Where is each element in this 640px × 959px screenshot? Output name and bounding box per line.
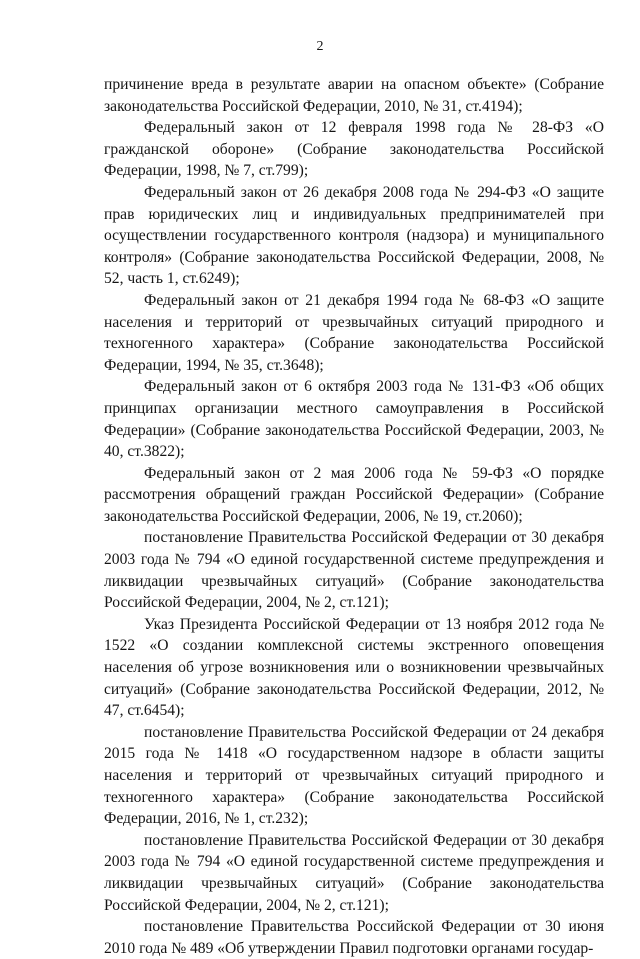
- page-number: 2: [316, 39, 324, 54]
- paragraph-8: Указ Президента Российской Федерации от 13 ноября 2012 года № 1522 «О создании комплексной системы экстренного оповещения населения об угрозе возникновения или о возникновении чрезвычайных ситуаций» (Собрание законодательства Российской Федерации, 2012, № 47, ст.6454);: [104, 615, 604, 720]
- paragraph-2: Федеральный закон от 12 февраля 1998 года № 28-ФЗ «О гражданской обороне» (Собрание законодательства Российской Федерации, 1998, № 7, ст.799);: [104, 119, 604, 180]
- paragraph-10: постановление Правительства Российской Федерации от 30 декабря 2003 года № 794 «О единой государственной системе предупреждения и ликвидации чрезвычайных ситуаций» (Собрание законодательства Российской Федерации, 2004, № 2, ст.121);: [104, 831, 604, 914]
- paragraph-5: Федеральный закон от 6 октября 2003 года № 131-ФЗ «Об общих принципах организации местного самоуправления в Российской Федерации» (Собрание законодательства Российской Федерации, 2003, № 40, ст.3822);: [104, 378, 604, 461]
- paragraph-11: постановление Правительства Российской Федерации от 30 июня 2010 года № 489 «Об утверждении Правил подготовки органами государ-: [104, 918, 604, 957]
- paragraph-3: Федеральный закон от 26 декабря 2008 года № 294-ФЗ «О защите прав юридических лиц и индивидуальных предпринимателей при осуществлении государственного контроля (надзора) и муниципального контроля» (Собрание законодательства Российской Федерации, 2008, № 52, часть 1, ст.6249);: [104, 183, 604, 288]
- paragraph-1: причинение вреда в результате аварии на опасном объекте» (Собрание законодательства Российской Федерации, 2010, № 31, ст.4194);: [104, 76, 604, 115]
- document-body: [104, 74, 604, 959]
- paragraph-7: постановление Правительства Российской Федерации от 30 декабря 2003 года № 794 «О единой государственной системе предупреждения и ликвидации чрезвычайных ситуаций» (Собрание законодательства Российской Федерации, 2004, № 2, ст.121);: [104, 529, 604, 612]
- paragraph-6: Федеральный закон от 2 мая 2006 года № 59-ФЗ «О порядке рассмотрения обращений граждан Российской Федерации» (Собрание законодательства Российской Федерации, 2006, № 19, ст.2060);: [104, 464, 604, 525]
- paragraph-9: постановление Правительства Российской Федерации от 24 декабря 2015 года № 1418 «О государственном надзоре в области защиты населения и территорий от чрезвычайных ситуаций природного и техногенного характера» (Собрание законодательства Российской Федерации, 2016, № 1, ст.232);: [104, 723, 604, 828]
- paragraph-4: Федеральный закон от 21 декабря 1994 года № 68-ФЗ «О защите населения и территорий от чрезвычайных ситуаций природного и техногенного характера» (Собрание законодательства Российской Федерации, 1994, № 35, ст.3648);: [104, 291, 604, 374]
